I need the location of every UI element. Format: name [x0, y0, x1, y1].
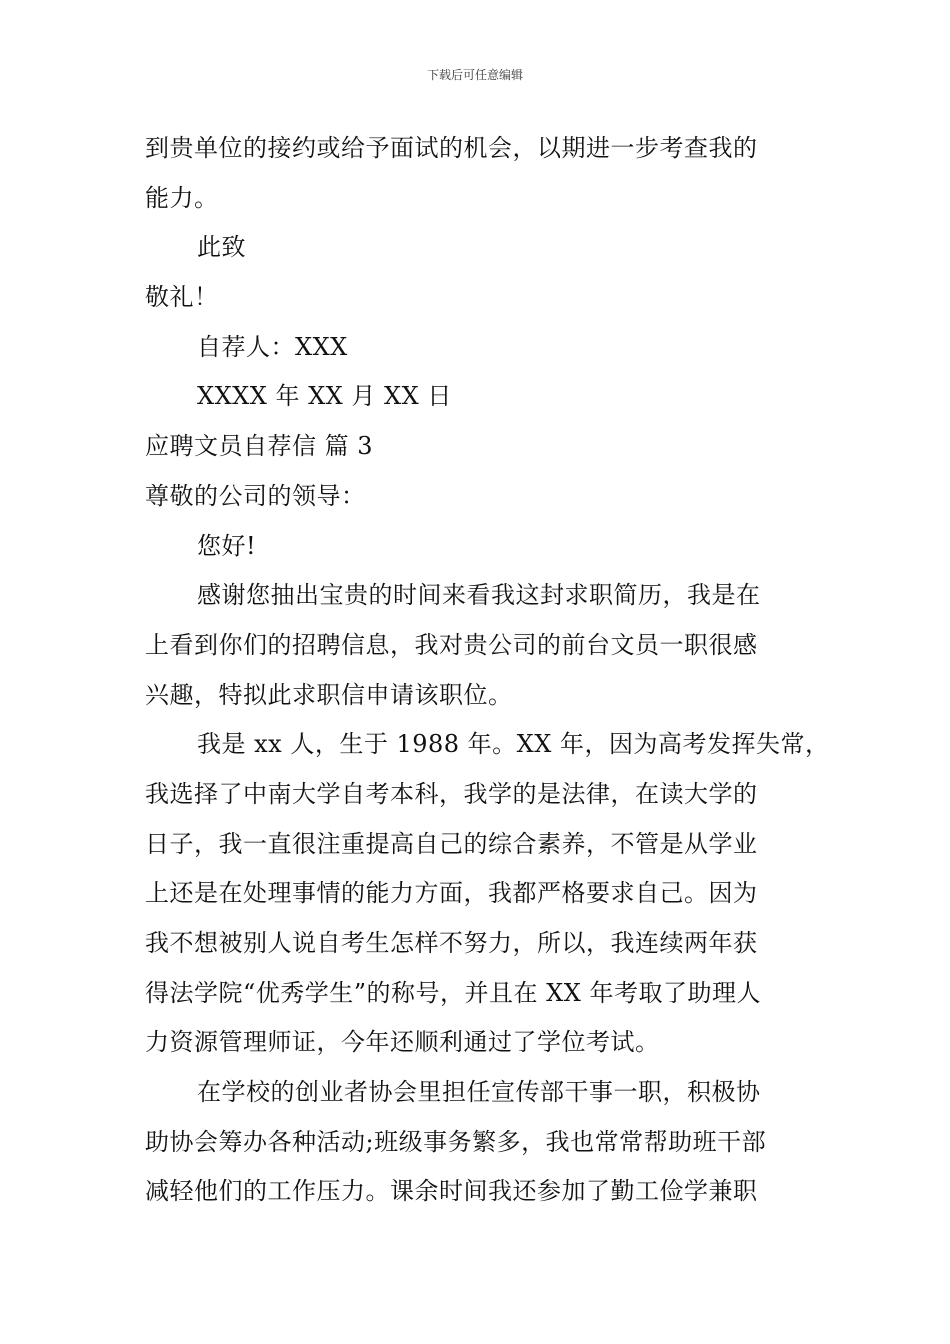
header-note: 下载后可任意编辑 — [426, 68, 523, 82]
text-line: 上看到你们的招聘信息，我对贵公司的前台文员一职很感 — [145, 630, 758, 659]
closing-respect: 敬礼！ — [145, 283, 219, 312]
text-line: 能力。 — [145, 183, 219, 212]
text-line: 助协会筹办各种活动;班级事务繁多，我也常常帮助班干部 — [145, 1127, 767, 1156]
text-line: 力资源管理师证，今年还顺利通过了学位考试。 — [145, 1028, 660, 1057]
closing-salutation: 此致 — [197, 233, 246, 262]
text-line: 得法学院“优秀学生”的称号，并且在 XX 年考取了助理人 — [145, 978, 761, 1007]
text-line: 我选择了中南大学自考本科，我学的是法律，在读大学的 — [145, 779, 758, 808]
text-line: 感谢您抽出宝贵的时间来看我这封求职简历，我是在 — [197, 581, 761, 610]
section-title: 应聘文员自荐信 篇 3 — [145, 432, 374, 461]
text-line: 日子，我一直很注重提高自己的综合素养，不管是从学业 — [145, 829, 758, 858]
signature-line: 自荐人：XXX — [197, 332, 348, 361]
letter-body — [145, 124, 830, 1217]
text-line: 在学校的创业者协会里担任宣传部干事一职，积极协 — [197, 1078, 761, 1107]
text-line: 到贵单位的接约或给予面试的机会，以期进一步考查我的 — [145, 134, 758, 162]
text-line: 我是 xx 人，生于 1988 年。XX 年，因为高考发挥失常， — [197, 730, 830, 759]
text-line: 减轻他们的工作压力。课余时间我还参加了勤工俭学兼职 — [145, 1177, 758, 1206]
text-line: 兴趣，特拟此求职信申请该职位。 — [145, 680, 513, 709]
text-line: 上还是在处理事情的能力方面，我都严格要求自己。因为 — [145, 879, 758, 908]
hello-line: 您好! — [197, 531, 257, 560]
greeting-line: 尊敬的公司的领导： — [145, 481, 366, 510]
text-line: 我不想被别人说自考生怎样不努力，所以，我连续两年获 — [145, 929, 758, 957]
date-line: XXXX 年 XX 月 XX 日 — [197, 382, 452, 411]
